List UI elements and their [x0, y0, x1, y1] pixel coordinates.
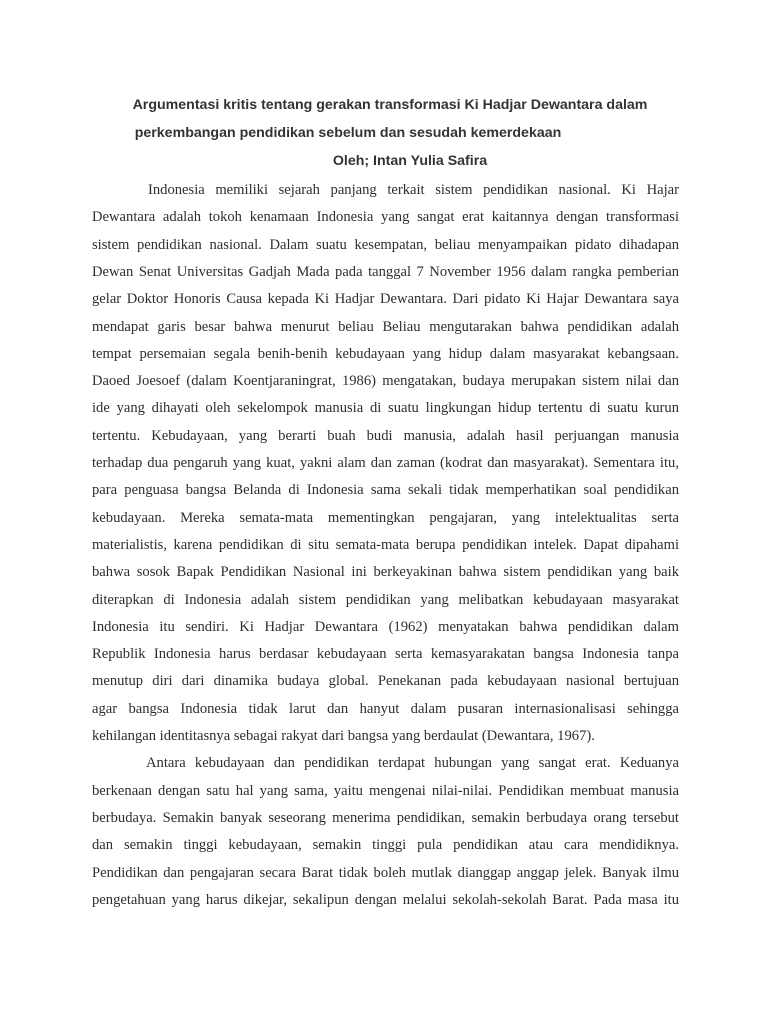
body-line: dan semakin tinggi kebudayaan, semakin tinggi pula pendidikan atau cara mendidiknya.: [92, 837, 679, 854]
body-line: Indonesia itu sendiri. Ki Hadjar Dewantara (1962) menyatakan bahwa pendidikan dalam: [92, 618, 679, 635]
body-line: Republik Indonesia harus berdasar kebudayaan serta kemasyarakatan bangsa Indonesia tanpa: [92, 646, 679, 663]
body-line: pengetahuan yang harus dikejar, sekalipun dengan melalui sekolah-sekolah Barat. Pada masa itu: [92, 891, 679, 908]
body-line: materialistis, karena pendidikan di situ semata-mata berupa pendidikan intelek. Dapat dipahami: [92, 536, 679, 553]
body-line: tertentu. Kebudayaan, yang berarti buah budi manusia, adalah hasil perjuangan manusia: [92, 427, 679, 444]
body-line: berbudaya. Semakin banyak seseorang menerima pendidikan, semakin berbudaya orang tersebut: [92, 809, 679, 826]
body-line: berkenaan dengan satu hal yang sama, yaitu mengenai nilai-nilai. Pendidikan membuat manusia: [92, 782, 679, 799]
body-line: mendapat garis besar bahwa menurut beliau Beliau mengutarakan bahwa pendidikan adalah: [92, 318, 679, 335]
body-line: sistem pendidikan nasional. Dalam suatu kesempatan, beliau menyampaikan pidato dihadapan: [92, 236, 679, 253]
body-line: diterapkan di Indonesia adalah sistem pendidikan yang melibatkan kebudayaan masyarakat: [92, 591, 679, 608]
body-line: Dewan Senat Universitas Gadjah Mada pada tanggal 7 November 1956 dalam rangka pemberian: [92, 263, 679, 280]
document-title-line-1: Argumentasi kritis tentang gerakan transformasi Ki Hadjar Dewantara dalam: [132, 97, 648, 113]
body-line: kehilangan identitasnya sebagai rakyat dari bangsa yang berdaulat (Dewantara, 1967).: [92, 728, 595, 744]
body-line: Daoed Joesoef (dalam Koentjaraningrat, 1986) mengatakan, budaya merupakan sistem nilai dan: [92, 373, 679, 390]
body-line: Pendidikan dan pengajaran secara Barat tidak boleh mutlak dianggap anggap jelek. Banyak ilmu: [92, 864, 679, 881]
body-line: gelar Doktor Honoris Causa kepada Ki Hadjar Dewantara. Dari pidato Ki Hajar Dewantara saya: [92, 291, 679, 308]
document-title-line-2: perkembangan pendidikan sebelum dan sesudah kemerdekaan: [134, 125, 562, 141]
body-line: kebudayaan. Mereka semata-mata mementingkan pengajaran, yang intelektualitas serta: [92, 509, 679, 526]
body-line: Antara kebudayaan dan pendidikan terdapat hubungan yang sangat erat. Keduanya: [146, 755, 679, 772]
body-line: ide yang dihayati oleh sekelompok manusia di suatu lingkungan hidup tertentu di suatu kurun: [92, 400, 679, 417]
body-line: bahwa sosok Bapak Pendidikan Nasional ini berkeyakinan bahwa sistem pendidikan yang baik: [92, 564, 679, 581]
body-line: menutup diri dari dinamika budaya global. Penekanan pada kebudayaan nasional bertujuan: [92, 673, 679, 690]
author-line: Oleh; Intan Yulia Safira: [332, 153, 488, 169]
body-line: agar bangsa Indonesia tidak larut dan hanyut dalam pusaran internasionalisasi sehingga: [92, 700, 679, 717]
body-line: terhadap dua pengaruh yang kuat, yakni alam dan zaman (kodrat dan masyarakat). Sementara itu,: [92, 455, 679, 471]
body-line: para penguasa bangsa Belanda di Indonesia sama sekali tidak memperhatikan soal pendidikan: [92, 482, 679, 499]
body-line: tempat persemaian segala benih-benih kebudayaan yang hidup dalam masyarakat kebangsaan.: [92, 345, 679, 362]
body-line: Dewantara adalah tokoh kenamaan Indonesia yang sangat erat kaitannya dengan transformasi: [92, 209, 679, 226]
body-line: Indonesia memiliki sejarah panjang terkait sistem pendidikan nasional. Ki Hajar: [148, 182, 679, 198]
